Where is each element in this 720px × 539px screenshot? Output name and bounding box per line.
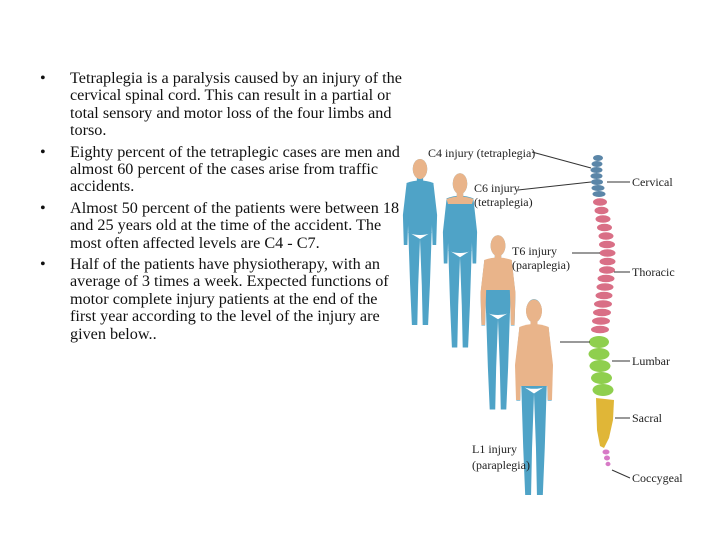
bullet-item-age <box>40 200 405 252</box>
spine-illustration <box>589 155 616 466</box>
spinal-injury-figure <box>400 130 710 510</box>
c4-injury-label: C4 injury (tetraplegia) <box>428 146 536 160</box>
coccyx <box>603 450 611 467</box>
c6-injury-figure <box>443 173 477 347</box>
bullet-text: Half of the patients have physiotherapy, with an average of 3 times a week. Expected functions of motor complete injury patients at the end of the first year according to the level of the injury are given below.. <box>70 255 389 343</box>
bullet-item-demographics <box>40 144 405 196</box>
l1-injury-sublabel: (paraplegia) <box>472 458 530 472</box>
bullet-item-definition <box>40 70 405 140</box>
coccygeal-label: Coccygeal <box>632 471 683 485</box>
bullet-list <box>40 70 405 347</box>
t6-injury-sublabel: (paraplegia) <box>512 258 570 272</box>
thoracic-label: Thoracic <box>632 265 675 279</box>
bullet-item-physiotherapy <box>40 256 405 343</box>
bullet-text: Tetraplegia is a paralysis caused by an injury of the cervical spinal cord. This can result in a partial or total sensory and motor loss of the four limbs and torso. <box>70 69 402 140</box>
l1-injury-label: L1 injury <box>472 442 517 456</box>
c6-injury-sublabel: (tetraplegia) <box>474 195 533 209</box>
bullet-symbol: • <box>40 69 46 87</box>
bullet-text: Almost 50 percent of the patients were between 18 and 25 years old at the time of the accident. The most often affected levels are C4 - C7. <box>70 198 400 252</box>
c4-injury-figure <box>403 159 437 325</box>
bullet-symbol: • <box>40 142 46 161</box>
cervical-vertebrae <box>591 155 606 197</box>
bullet-symbol: • <box>40 255 46 274</box>
cervical-label: Cervical <box>632 175 673 189</box>
sacral-label: Sacral <box>632 411 662 425</box>
lumbar-label: Lumbar <box>632 354 670 368</box>
lumbar-vertebrae <box>589 336 614 396</box>
thoracic-vertebrae <box>591 198 616 333</box>
sacrum <box>596 398 614 448</box>
c6-injury-label: C6 injury <box>474 181 520 195</box>
t6-injury-figure <box>481 235 516 409</box>
t6-injury-label: T6 injury <box>512 244 557 258</box>
bullet-text: Eighty percent of the tetraplegic cases are men and almost 60 percent of the cases arise from traffic accidents. <box>70 142 400 196</box>
bullet-symbol: • <box>40 198 46 217</box>
